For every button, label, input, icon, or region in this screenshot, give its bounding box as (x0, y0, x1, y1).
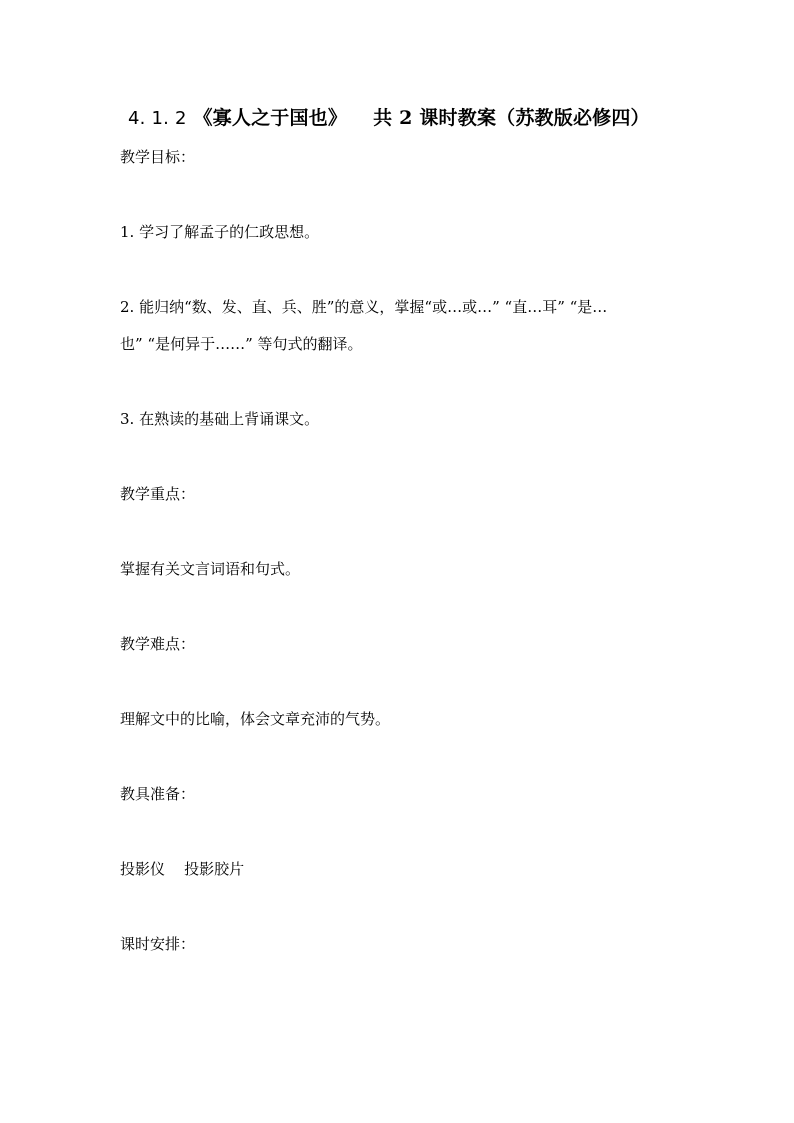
tools-text: 投影仪 投影胶片 (120, 860, 245, 878)
key-points-heading: 教学重点： (120, 485, 196, 503)
tools-heading: 教具准备： (120, 785, 196, 803)
goal-1: 1. 学习了解孟子的仁政思想。 (120, 223, 320, 241)
difficulty-heading: 教学难点： (120, 635, 196, 653)
document-title (128, 104, 768, 133)
difficulty-text: 理解文中的比喻，体会文章充沛的气势。 (120, 710, 391, 728)
goal-3: 3. 在熟读的基础上背诵课文。 (120, 410, 320, 428)
key-points-text: 掌握有关文言词语和句式。 (120, 560, 301, 578)
goal-2-line-2: 也” “是何异于……” 等句式的翻译。 (120, 335, 363, 353)
goals-heading: 教学目标： (120, 148, 196, 166)
title-text: 《寡人之于国也》 (193, 107, 348, 129)
title-number: 4. 1. 2 (128, 108, 187, 129)
title-suffix: 共 2 课时教案（苏教版必修四） (373, 107, 650, 129)
schedule-heading: 课时安排： (120, 935, 196, 953)
goal-2-line-1: 2. 能归纳“数、发、直、兵、胜”的意义，掌握“或…或…” “直…耳” “是… (120, 298, 608, 316)
